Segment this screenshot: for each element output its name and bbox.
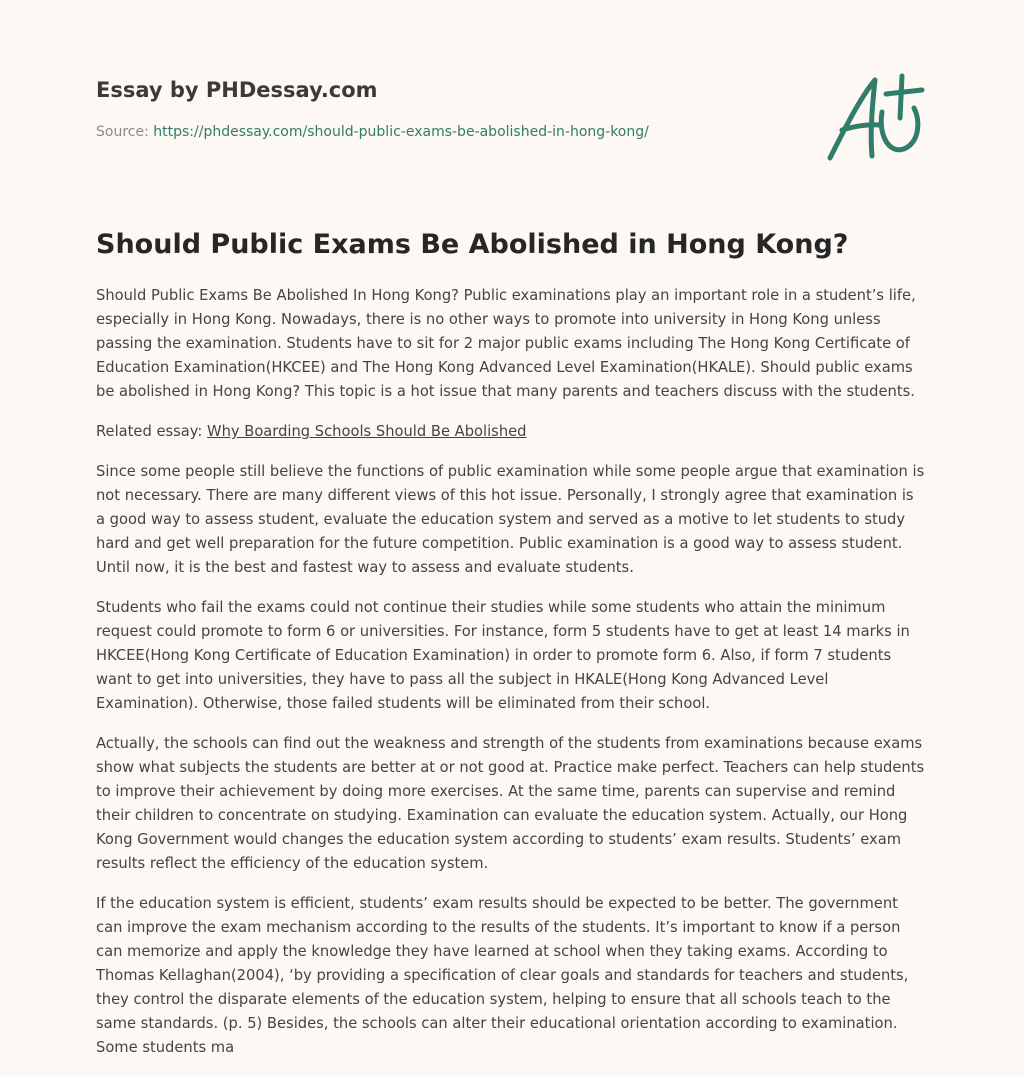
essay-body — [96, 226, 926, 1076]
source-link[interactable]: https://phdessay.com/should-public-exams-be-abolished-in-hong-kong/ — [153, 124, 649, 140]
essay-title: Should Public Exams Be Abolished in Hong Kong? — [96, 229, 849, 260]
paragraph: Since some people still believe the functions of public examination while some people argue that examination is not necessary. There are many different views of this hot issue. Personally, I strongly agree that examination is a good way to assess student, evaluate the education system and served as a motive to let students to study hard and get well preparation for the future competition. Public examination is a good way to assess student. Until now, it is the best and fastest way to assess and evaluate students. — [96, 463, 925, 576]
paragraph: Actually, the schools can find out the weakness and strength of the students from examinations because exams show what subjects the students are better at or not good at. Practice make perfect. Teachers can help students to improve their achievement by doing more exercises. At the same time, parents can supervise and remind their children to concentrate on studying. Examination can evaluate the education system. Actually, our Hong Kong Government would changes the education system according to students’ exam results. Students’ exam results reflect the efficiency of the education system. — [96, 735, 925, 872]
paragraph: Students who fail the exams could not continue their studies while some students who attain the minimum request could promote to form 6 or universities. For instance, form 5 students have to get at least 14 marks in HKCEE(Hong Kong Certificate of Education Examination) in order to promote form 6. Also, if form 7 students want to get into universities, they have to pass all the subject in HKALE(Hong Kong Advanced Level Examination). Otherwise, those failed students will be eliminated from their school. — [96, 599, 910, 712]
paragraph: If the education system is efficient, students’ exam results should be expected to be better. The government can improve the exam mechanism according to the results of the students. It’s important to know if a person can memorize and apply the knowledge they have learned at school when they taking exams. According to Thomas Kellaghan(2004), ‘by providing a specification of clear goals and standards for teachers and students, they control the disparate elements of the education system, helping to ensure that all schools teach to the same standards. (p. 5) Besides, the schools can alter their educational orientation according to examination. Some students ma — [96, 895, 909, 1056]
related-essay — [96, 420, 926, 444]
related-essay-link[interactable]: Why Boarding Schools Should Be Abolished — [207, 423, 527, 440]
source-label: Source: — [96, 124, 149, 140]
paragraph: Should Public Exams Be Abolished In Hong Kong? Public examinations play an important role in a student’s life, especially in Hong Kong. Nowadays, there is no other ways to promote into university in Hong Kong unless passing the examination. Students have to sit for 2 major public exams including The Hong Kong Certificate of Education Examination(HKCEE) and The Hong Kong Advanced Level Examination(HKALE). Should public exams be abolished in Hong Kong? This topic is a hot issue that many parents and teachers discuss with the students. — [96, 287, 916, 400]
brand-title: Essay by PHDessay.com — [96, 78, 378, 102]
a-plus-logo-icon — [820, 68, 930, 168]
essay-header — [96, 76, 796, 142]
source-line — [96, 122, 796, 142]
related-essay-label: Related essay: — [96, 423, 203, 440]
